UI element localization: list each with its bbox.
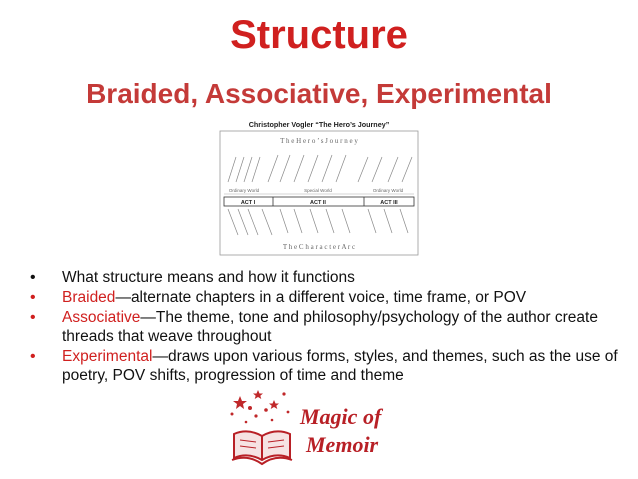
bullet-term: Braided bbox=[62, 289, 116, 306]
bullet-term: Associative bbox=[62, 309, 141, 326]
world-label-3: Ordinary World bbox=[372, 188, 404, 193]
open-book-icon bbox=[232, 431, 292, 464]
bullet-item-associative bbox=[28, 308, 628, 346]
diagram-header: Christopher Vogler “The Hero’s Journey” bbox=[248, 120, 390, 129]
bullet-dot: • bbox=[30, 269, 36, 286]
act-3-label: ACT III bbox=[380, 200, 398, 206]
world-label-1: Ordinary World bbox=[228, 188, 260, 193]
act-1-label: ACT I bbox=[240, 200, 256, 206]
bullet-dot: • bbox=[30, 348, 36, 365]
slide-subtitle: Braided, Associative, Experimental bbox=[86, 78, 552, 109]
sparkle-icon bbox=[231, 390, 290, 423]
diagram-top-label: T h e H e r o ’ s J o u r n e y bbox=[280, 137, 358, 145]
diagram-bottom-label: T h e C h a r a c t e r A r c bbox=[282, 243, 356, 251]
bullet-text: What structure means and how it functions bbox=[62, 269, 355, 286]
heros-journey-diagram bbox=[218, 117, 420, 258]
act-2-label: ACT II bbox=[310, 200, 326, 206]
bullet-dot: • bbox=[30, 289, 36, 306]
bullet-dot: • bbox=[30, 309, 36, 326]
diagram-frame bbox=[220, 131, 418, 255]
bullet-text: —draws upon various forms, styles, and themes, such as the use of poetry, POV shifts, progression of time and theme bbox=[62, 348, 618, 384]
slide-title: Structure bbox=[230, 13, 408, 57]
bullet-term: Experimental bbox=[62, 348, 153, 365]
bullet-text: —alternate chapters in a different voice, time frame, or POV bbox=[115, 289, 527, 306]
bullet-item-structure bbox=[28, 268, 628, 287]
logo-line-2: Memoir bbox=[306, 432, 379, 457]
bullet-text: —The theme, tone and philosophy/psychology of the author create threads that weave throughout bbox=[62, 309, 598, 345]
bullet-list bbox=[28, 268, 628, 386]
magic-of-memoir-logo bbox=[226, 386, 402, 474]
bullet-item-experimental bbox=[28, 347, 628, 385]
bullet-item-braided bbox=[28, 288, 628, 307]
world-label-2: Special World bbox=[304, 188, 332, 193]
logo-line-1: Magic of bbox=[300, 404, 382, 429]
